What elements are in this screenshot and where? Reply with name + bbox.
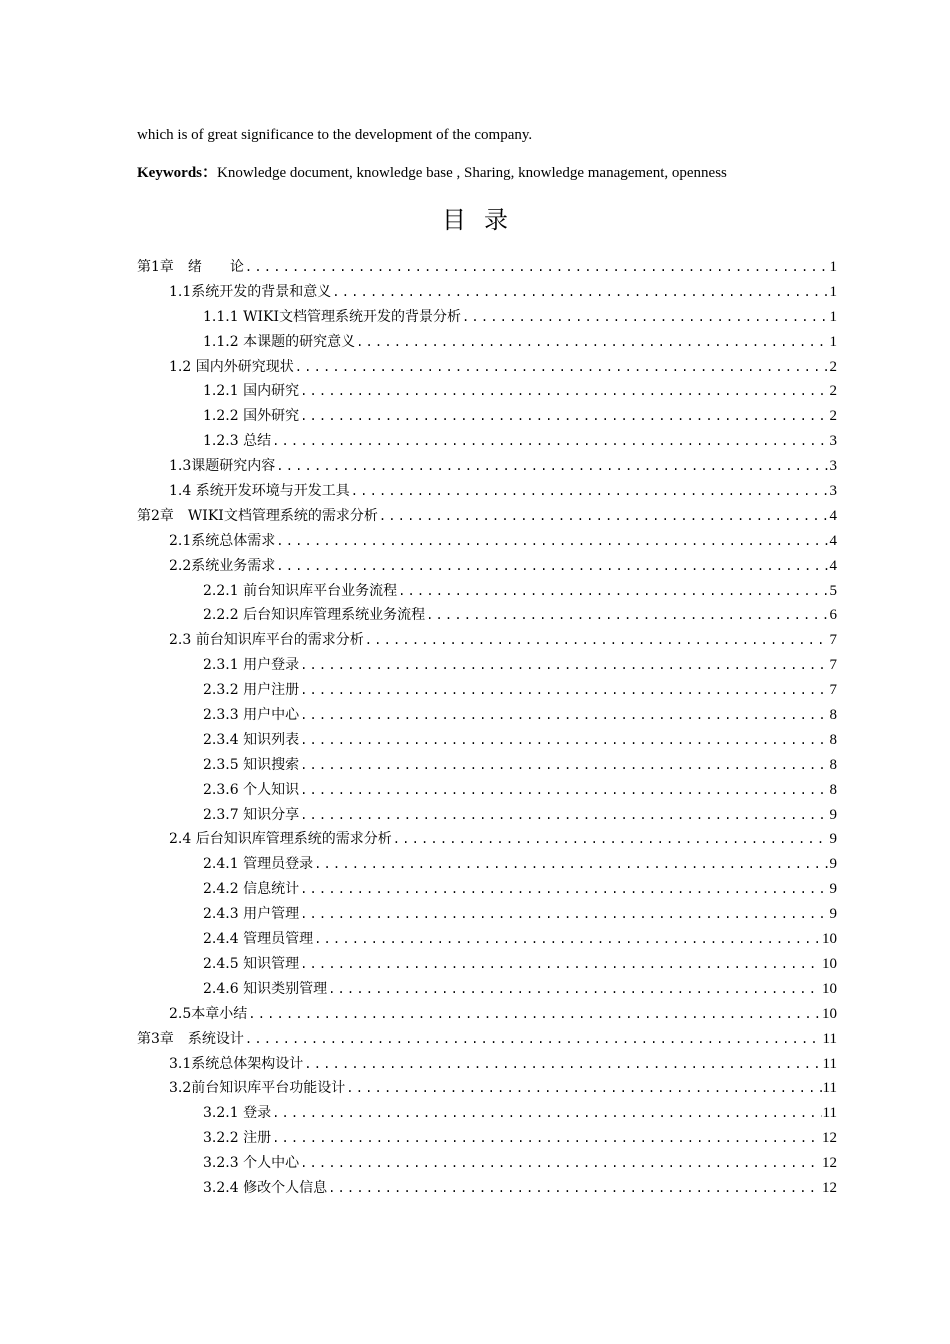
toc-entry-title: 1.1系统开发的背景和意义 <box>169 283 332 300</box>
toc-entry-title: 3.2.3 个人中心 <box>203 1155 300 1172</box>
toc-page-number: 12 <box>822 1130 837 1147</box>
toc-entry-title: 2.3.5 知识搜索 <box>203 756 300 773</box>
toc-entry[interactable] <box>137 953 837 978</box>
toc-entry-title: 3.2前台知识库平台功能设计 <box>169 1080 346 1097</box>
toc-page-number: 2 <box>829 383 837 400</box>
toc-entry-title: 2.1系统总体需求 <box>169 532 276 549</box>
toc-dot-leader <box>328 982 821 996</box>
toc-page-number: 10 <box>822 931 837 948</box>
toc-entry[interactable] <box>137 629 837 654</box>
toc-dot-leader <box>304 1057 821 1071</box>
toc-entry-title: 2.3 前台知识库平台的需求分析 <box>169 632 364 649</box>
toc-entry-title: 2.3.2 用户注册 <box>203 682 300 699</box>
toc-dot-leader <box>300 957 821 971</box>
toc-entry-title: 1.1.2 本课题的研究意义 <box>203 333 356 350</box>
toc-entry[interactable] <box>137 679 837 704</box>
toc-entry[interactable] <box>137 928 837 953</box>
toc-page-number: 8 <box>829 756 837 773</box>
toc-entry[interactable] <box>137 505 837 530</box>
toc-page-number: 4 <box>829 557 837 574</box>
toc-entry-title: 1.3课题研究内容 <box>169 458 276 475</box>
toc-page-number: 11 <box>822 1055 837 1072</box>
toc-entry-title: 2.3.1 用户登录 <box>203 657 300 674</box>
toc-entry-title: 1.4 系统开发环境与开发工具 <box>169 483 350 500</box>
toc-entry[interactable] <box>137 779 837 804</box>
toc-entry[interactable] <box>137 356 837 381</box>
toc-entry-title: 3.2.1 登录 <box>203 1105 272 1122</box>
toc-page-number: 1 <box>829 259 837 275</box>
toc-entry[interactable] <box>137 903 837 928</box>
toc-page-number: 11 <box>822 1105 837 1122</box>
toc-entry[interactable] <box>137 1177 837 1202</box>
toc-dot-leader <box>393 832 829 846</box>
toc-page-number: 8 <box>829 781 837 798</box>
toc-dot-leader <box>300 733 828 747</box>
toc-page-number: 9 <box>829 831 837 848</box>
toc-entry[interactable] <box>137 978 837 1003</box>
toc-entry[interactable] <box>137 828 837 853</box>
toc-dot-leader <box>300 409 828 423</box>
toc-title: 目录 <box>442 206 526 234</box>
toc-entry[interactable] <box>137 1053 837 1078</box>
toc-entry-title: 2.4.1 管理员登录 <box>203 856 314 873</box>
toc-entry[interactable] <box>137 878 837 903</box>
toc-dot-leader <box>300 783 828 797</box>
toc-page-number: 9 <box>829 806 837 823</box>
toc-entry-title: 3.1系统总体架构设计 <box>169 1055 304 1072</box>
toc-entry-title: 2.2.2 后台知识库管理系统业务流程 <box>203 607 426 624</box>
toc-entry[interactable] <box>137 1028 837 1053</box>
toc-entry-title: 2.3.3 用户中心 <box>203 707 300 724</box>
toc-entry-title: 2.2.1 前台知识库平台业务流程 <box>203 582 398 599</box>
toc-page-number: 9 <box>829 906 837 923</box>
toc-dot-leader <box>276 459 828 473</box>
toc-dot-leader <box>356 335 828 349</box>
toc-entry[interactable] <box>137 580 837 605</box>
toc-page-number: 4 <box>829 507 837 524</box>
toc-entry[interactable] <box>137 853 837 878</box>
toc-entry-title: 2.4.2 信息统计 <box>203 881 300 898</box>
toc-dot-leader <box>248 1007 821 1021</box>
toc-entry[interactable] <box>137 729 837 754</box>
toc-entry[interactable] <box>137 405 837 430</box>
toc-entry[interactable] <box>137 530 837 555</box>
toc-entry-title: 1.2.3 总结 <box>203 433 272 450</box>
toc-dot-leader <box>351 484 829 498</box>
toc-entry[interactable] <box>137 804 837 829</box>
toc-entry-title: 2.4.3 用户管理 <box>203 906 300 923</box>
toc-page-number: 7 <box>829 632 837 649</box>
toc-page-number: 8 <box>829 707 837 724</box>
toc-entry[interactable] <box>137 1102 837 1127</box>
toc-entry[interactable] <box>137 331 837 356</box>
toc-page-number: 10 <box>822 955 837 972</box>
toc-dot-leader <box>314 857 828 871</box>
keywords-line <box>137 161 727 182</box>
toc-entry-title: 1.2.1 国内研究 <box>203 383 300 400</box>
toc-entry-title: 3.2.4 修改个人信息 <box>203 1179 328 1196</box>
toc-entry[interactable] <box>137 1152 837 1177</box>
toc-entry[interactable] <box>137 380 837 405</box>
toc-dot-leader <box>295 360 829 374</box>
toc-dot-leader <box>300 384 828 398</box>
toc-entry[interactable] <box>137 1077 837 1102</box>
toc-dot-leader <box>365 633 829 647</box>
abstract-tail-text: which is of great significance to the development of the company. <box>137 127 533 143</box>
toc-page-number: 2 <box>829 358 837 375</box>
toc-page-number: 7 <box>829 682 837 699</box>
keywords-text: Knowledge document, knowledge base , Sharing, knowledge management, openness <box>217 165 727 181</box>
toc-dot-leader <box>245 260 829 274</box>
toc-page-number: 10 <box>822 980 837 997</box>
toc-entry-title: 第1章 绪 论 <box>137 259 244 275</box>
toc-dot-leader <box>300 758 828 772</box>
keywords-label: Keywords： <box>137 165 217 181</box>
table-of-contents <box>137 256 837 1202</box>
toc-dot-leader <box>272 1131 821 1145</box>
toc-entry[interactable] <box>137 480 837 505</box>
toc-dot-leader <box>346 1081 821 1095</box>
toc-dot-leader <box>426 608 828 622</box>
toc-dot-leader <box>272 1106 821 1120</box>
toc-page-number: 3 <box>829 433 837 450</box>
toc-entry-title: 2.4.5 知识管理 <box>203 955 300 972</box>
toc-entry[interactable] <box>137 754 837 779</box>
toc-dot-leader <box>328 1181 821 1195</box>
toc-dot-leader <box>379 509 829 523</box>
toc-entry-title: 2.4 后台知识库管理系统的需求分析 <box>169 831 392 848</box>
toc-dot-leader <box>300 808 828 822</box>
toc-dot-leader <box>462 310 829 324</box>
toc-entry-title: 2.5本章小结 <box>169 1005 248 1022</box>
toc-dot-leader <box>300 882 828 896</box>
toc-page-number: 9 <box>829 881 837 898</box>
toc-page-number: 1 <box>829 283 837 300</box>
toc-page-number: 8 <box>829 731 837 748</box>
toc-entry-title: 2.3.6 个人知识 <box>203 781 300 798</box>
toc-entry-title: 2.4.6 知识类别管理 <box>203 980 328 997</box>
toc-page-number: 9 <box>829 856 837 873</box>
toc-entry-title: 1.2.2 国外研究 <box>203 408 300 425</box>
toc-dot-leader <box>332 285 828 299</box>
toc-entry[interactable] <box>137 555 837 580</box>
toc-entry-title: 1.2 国内外研究现状 <box>169 358 294 375</box>
toc-dot-leader <box>300 683 828 697</box>
toc-page-number: 11 <box>822 1030 837 1047</box>
toc-entry-title: 2.4.4 管理员管理 <box>203 931 314 948</box>
toc-entry[interactable] <box>137 654 837 679</box>
toc-dot-leader <box>300 1156 821 1170</box>
toc-dot-leader <box>272 434 828 448</box>
toc-dot-leader <box>300 658 828 672</box>
toc-dot-leader <box>276 534 828 548</box>
toc-entry[interactable] <box>137 306 837 331</box>
toc-page-number: 1 <box>829 308 837 325</box>
toc-entry[interactable] <box>137 704 837 729</box>
toc-page-number: 12 <box>822 1155 837 1172</box>
toc-entry-title: 3.2.2 注册 <box>203 1130 272 1147</box>
toc-entry-title: 2.3.7 知识分享 <box>203 806 300 823</box>
toc-entry-title: 第3章 系统设计 <box>137 1030 244 1047</box>
toc-entry[interactable] <box>137 256 837 281</box>
toc-dot-leader <box>300 708 828 722</box>
toc-page-number: 12 <box>822 1179 837 1196</box>
toc-entry-title: 第2章 WIKI文档管理系统的需求分析 <box>137 507 378 524</box>
toc-entry[interactable] <box>137 604 837 629</box>
toc-entry[interactable] <box>137 281 837 306</box>
toc-page-number: 3 <box>829 483 837 500</box>
toc-entry-title: 1.1.1 WIKI文档管理系统开发的背景分析 <box>203 308 461 325</box>
toc-dot-leader <box>245 1032 822 1046</box>
toc-page-number: 6 <box>829 607 837 624</box>
toc-entry[interactable] <box>137 430 837 455</box>
toc-page-number: 3 <box>829 458 837 475</box>
toc-page-number: 1 <box>829 333 837 350</box>
toc-dot-leader <box>314 932 821 946</box>
toc-dot-leader <box>398 584 828 598</box>
toc-entry-title: 2.3.4 知识列表 <box>203 731 300 748</box>
toc-page-number: 2 <box>829 408 837 425</box>
toc-page-number: 5 <box>829 582 837 599</box>
toc-entry[interactable] <box>137 1003 837 1028</box>
toc-dot-leader <box>276 559 828 573</box>
toc-entry[interactable] <box>137 1127 837 1152</box>
toc-page-number: 4 <box>829 532 837 549</box>
toc-entry-title: 2.2系统业务需求 <box>169 557 276 574</box>
toc-page-number: 7 <box>829 657 837 674</box>
toc-entry[interactable] <box>137 455 837 480</box>
toc-page-number: 10 <box>822 1005 837 1022</box>
toc-page-number: 11 <box>822 1080 837 1097</box>
toc-dot-leader <box>300 907 828 921</box>
